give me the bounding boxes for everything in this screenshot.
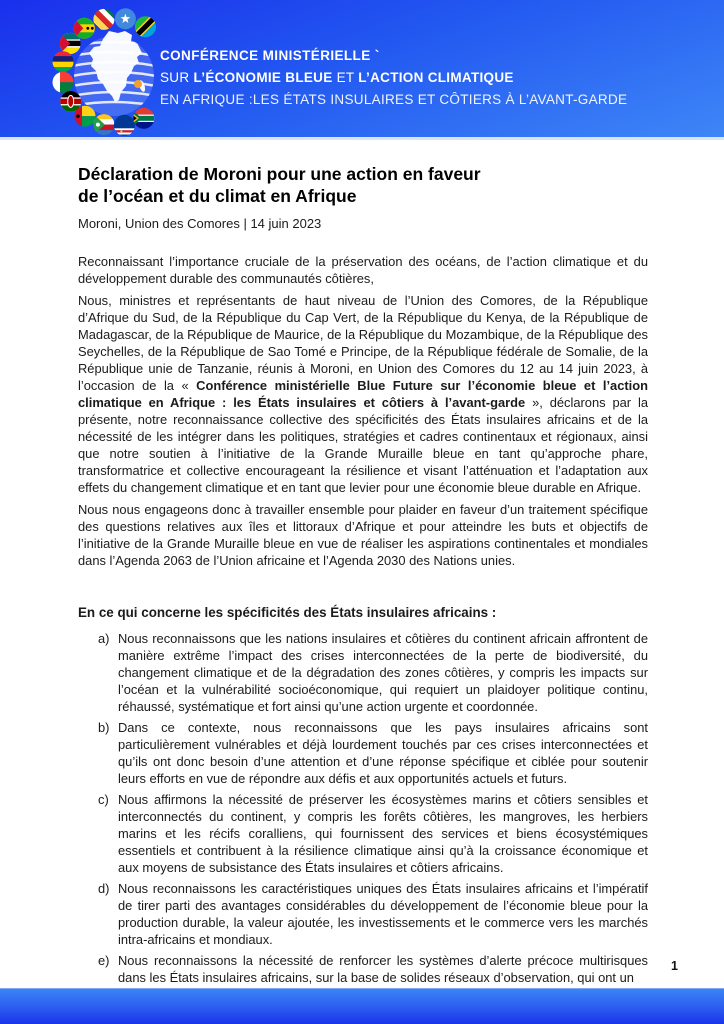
banner-line2-mid: ET <box>332 70 359 85</box>
banner-subtitle-2: EN AFRIQUE :LES ÉTATS INSULAIRES ET CÔTIERS À L’AVANT-GARDE <box>160 92 628 107</box>
conference-banner <box>0 0 724 140</box>
list-item-label: e) <box>98 953 110 968</box>
document-body <box>0 140 724 986</box>
flag-cape-verde-icon <box>113 114 135 136</box>
flag-somalia-icon <box>114 8 136 30</box>
list-item-a <box>98 630 648 715</box>
banner-title: CONFÉRENCE MINISTÉRIELLE ` <box>160 48 380 63</box>
paragraph-2-post: », déclarons par la présente, notre reconnaissance collective des spécificités des États insulaires africains et de la nécessité de les intégrer dans les politiques, stratégies et cadres continentaux et régionaux, ainsi que notre soutien à l’initiative de la Grande Muraille bleue en tant qu’approche phare, transformatrice et collective encourageant la résilience et visant l’atténuation et l’adaptation aux effets du changement climatique et en tant que levier pour une économie bleue durable en Afrique. <box>78 395 648 495</box>
list-item-c <box>98 791 648 876</box>
flag-tanzania-icon <box>134 16 156 38</box>
africa-globe-flags-logo-icon <box>26 2 176 140</box>
list-item-label: d) <box>98 881 110 896</box>
flag-madagascar-icon <box>52 71 74 93</box>
paragraph-1: Reconnaissant l’importance cruciale de la préservation des océans, de l’action climatique et du développement durable des communautés côtières, <box>78 254 648 286</box>
banner-line2-bold2: L’ACTION CLIMATIQUE <box>358 70 514 85</box>
list-item-text: Nous reconnaissons la nécessité de renforcer les systèmes d’alerte précoce multirisques dans les États insulaires africains, sur la base de solides réseaux d’observation, qui ont un <box>118 953 648 985</box>
banner-text-block <box>160 48 627 107</box>
list-item-text: Dans ce contexte, nous reconnaissons que les pays insulaires africains sont particulièrement vulnérables et déjà lourdement touchés par ces crises interconnectées et qu’ils ont donc besoin d’une attention et d’une réponse spécifique et ciblée pour soutenir leurs efforts en vue de répondre aux défis et aux opportunités actuels et futurs. <box>118 720 648 786</box>
list-item-e <box>98 952 648 986</box>
section-heading: En ce qui concerne les spécificités des États insulaires africains : <box>78 605 497 620</box>
flag-south-africa-icon <box>133 107 155 129</box>
list-item-label: b) <box>98 720 110 735</box>
flag-mauritius-icon <box>52 51 74 73</box>
lettered-list <box>98 630 648 986</box>
footer-bar <box>0 988 724 1024</box>
paragraph-2-pre: Nous, ministres et représentants de haut niveau de l’Union des Comores, de la République d’Afrique du Sud, de la République du Cap Vert, de la République du Kenya, de la République de Madagascar, de la République de Maurice, de la République du Mozambique, de la République des Seychelles, de la République de Sao Tomé e Principe, de la République fédérale de Somalie, de la République unie de Tanzanie, réunis à Moroni, en Union des Comores du 12 au 14 juin 2023, à l’occasion de la « <box>78 293 648 393</box>
page-number: 1 <box>671 959 678 973</box>
page-title-line1: Déclaration de Moroni pour une action en faveur <box>78 164 481 184</box>
banner-subtitle-1 <box>160 70 627 85</box>
list-item-label: c) <box>98 792 109 807</box>
page-title <box>78 163 648 207</box>
list-item-text: Nous reconnaissons que les nations insulaires et côtières du continent africain affrontent de manière extrême l’impact des crises interconnectées de la perte de biodiversité, du changement climatique et de la dégradation des zones côtières, y compris les impacts sur l’océan et la vulnérabilité socioéconomique, qui requiert un plaidoyer politique continu, réhaussé, systématique et fort ainsi qu’une action urgente et coordonnée. <box>118 631 648 714</box>
page-subtitle: Moroni, Union des Comores | 14 juin 2023 <box>78 216 322 231</box>
paragraph-2-bold: Conférence ministérielle Blue Future sur l’économie bleue et l’action climatique en Afrique : les États insulaires et côtiers à l’avant-garde <box>78 378 648 410</box>
list-item-b <box>98 719 648 787</box>
flag-seychelles-icon <box>93 8 115 30</box>
banner-line2-bold1: L’ÉCONOMIE BLEUE <box>193 70 333 85</box>
list-item-text: Nous reconnaissons les caractéristiques uniques des États insulaires africains et l’impératif de tirer parti des avantages considérables du développement de l’économie bleue pour la production durable, la valeur ajoutée, les investissements et le commerce vers les marchés intra-africains et mondiaux. <box>118 881 648 947</box>
paragraph-2 <box>78 292 648 496</box>
page-title-line2: de l’océan et du climat en Afrique <box>78 186 357 206</box>
banner-line2-pre: SUR <box>160 70 194 85</box>
list-item-text: Nous affirmons la nécessité de préserver les écosystèmes marins et côtiers sensibles et interconnectés du continent, y compris les forêts côtières, les mangroves, les herbiers marins et les récifs coralliens, qui fournissent des services et biens écosystémiques essentiels et contribuent à la résilience climatique ainsi qu’à la croissance économique et aux moyens de subsistance des États insulaires et côtiers africains. <box>118 792 648 875</box>
list-item-d <box>98 880 648 948</box>
flag-comoros-icon <box>93 114 115 136</box>
paragraph-3: Nous nous engageons donc à travailler ensemble pour plaider en faveur d’un traitement spécifique des questions relatives aux îles et littoraux d’Afrique et pour atteindre les buts et objectifs de l’initiative de la Grande Muraille bleue en vue de réaliser les aspirations continentales et mondiales dans l’Agenda 2063 de l’Union africaine et l’Agenda 2030 des Nations unies. <box>78 502 648 568</box>
list-item-label: a) <box>98 631 110 646</box>
